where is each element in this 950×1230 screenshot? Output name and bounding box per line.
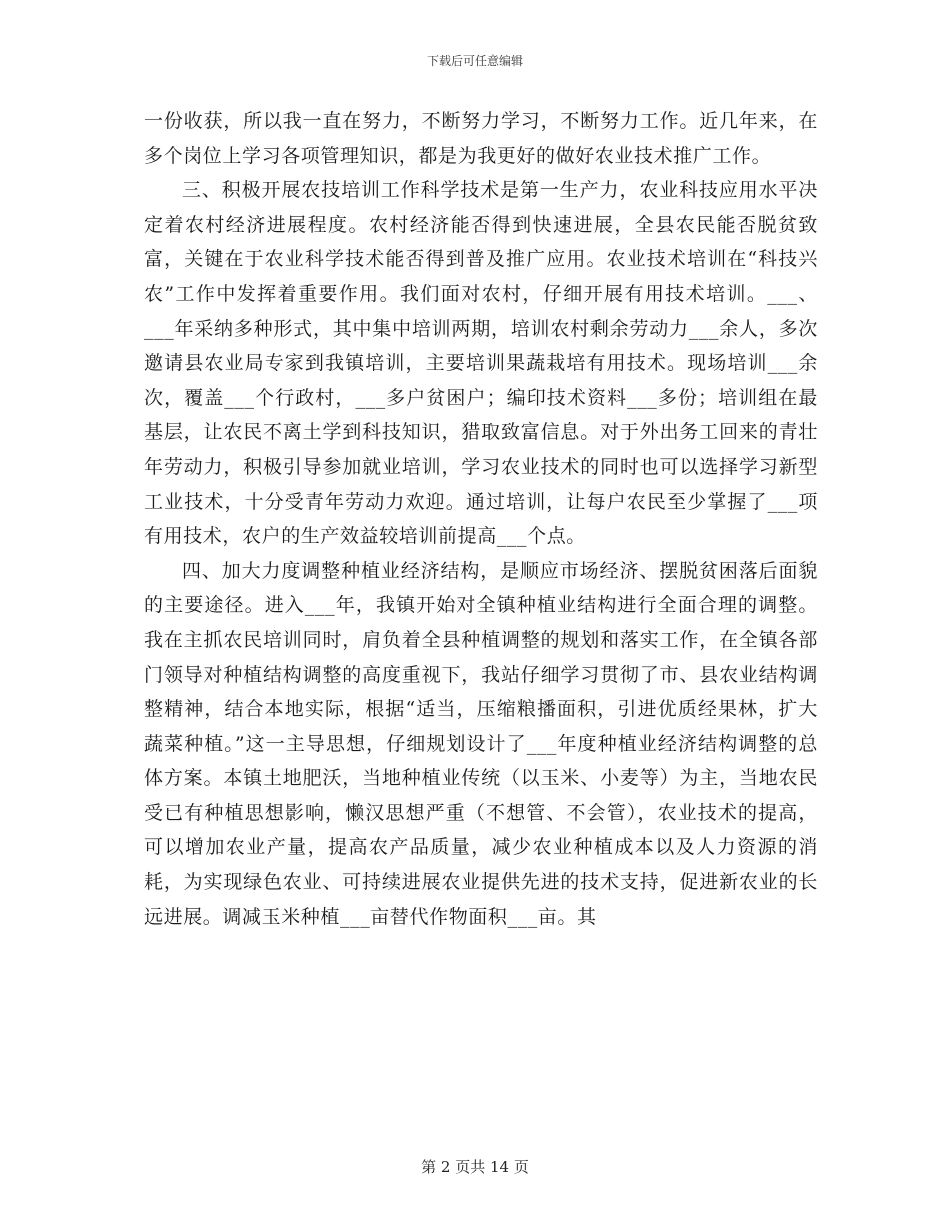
body-content (144, 104, 818, 934)
page-footer: 第 2 页共 14 页 (421, 1158, 529, 1176)
paragraph-1: 一份收获，所以我一直在努力，不断努力学习，不断努力工作。近几年来，在多个岗位上学习各项管理知识，都是为我更好的做好农业技术推广工作。 (144, 110, 818, 167)
page-header: 下载后可任意编辑 (426, 54, 523, 68)
paragraph-2: 三、积极开展农技培训工作科学技术是第一生产力，农业科技应用水平决定着农村经济进展程度。农村经济能否得到快速进展，全县农民能否脱贫致富，关键在于农业科学技术能否得到普及推广应用。农业技术培训在“科技兴农”工作中发挥着重要作用。我们面对农村，仔细开展有用技术培训。___、___年采纳多种形式，其中集中培训两期，培训农村剩余劳动力___余人，多次邀请县农业局专家到我镇培训，主要培训果蔬栽培有用技术。现场培训___余次，覆盖___个行政村，___多户贫困户；编印技术资料___多份；培训组在最基层，让农民不离土学到科技知识，猎取致富信息。对于外出务工回来的青壮年劳动力，积极引导参加就业培训，学习农业技术的同时也可以选择学习新型工业技术，十分受青年劳动力欢迎。通过培训，让每户农民至少掌握了___项有用技术，农户的生产效益较培训前提高___个点。 (144, 179, 818, 548)
paragraph-3: 四、加大力度调整种植业经济结构，是顺应市场经济、摆脱贫困落后面貌的主要途径。进入___年，我镇开始对全镇种植业结构进行全面合理的调整。我在主抓农民培训同时，肩负着全县种植调整的规划和落实工作，在全镇各部门领导对种植结构调整的高度重视下，我站仔细学习贯彻了市、县农业结构调整精神，结合本地实际，根据“适当，压缩粮播面积，引进优质经果林，扩大蔬菜种植。”这一主导思想，仔细规划设计了___年度种植业经济结构调整的总体方案。本镇土地肥沃，当地种植业传统（以玉米、小麦等）为主，当地农民受已有种植思想影响，懒汉思想严重（不想管、不会管），农业技术的提高，可以增加农业产量，提高农产品质量，减少农业种植成本以及人力资源的消耗，为实现绿色农业、可持续进展农业提供先进的技术支持，促进新农业的长远进展。调减玉米种植___亩替代作物面积___亩。其 (144, 559, 818, 928)
